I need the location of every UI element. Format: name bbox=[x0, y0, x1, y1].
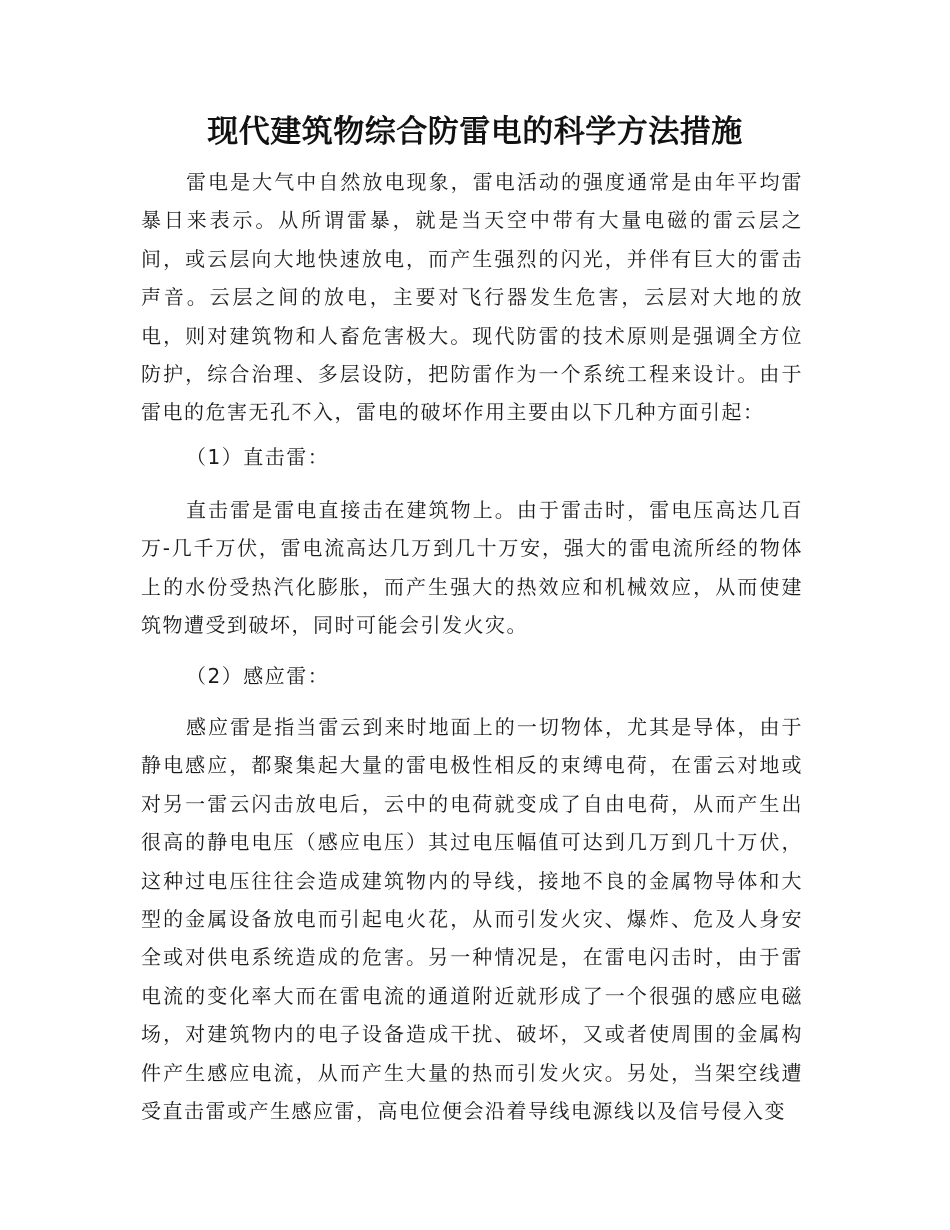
document-title: 现代建筑物综合防雷电的科学方法措施 bbox=[207, 114, 743, 150]
paragraph-intro: 雷电是大气中自然放电现象，雷电活动的强度通常是由年平均雷暴日来表示。从所谓雷暴，就是当天空中带有大量电磁的雷云层之间，或云层向大地快速放电，而产生强烈的闪光，并伴有巨大的雷击声音。云层之间的放电，主要对飞行器发生危害，云层对大地的放电，则对建筑物和人畜危害极大。现代防雷的技术原则是强调全方位防护，综合治理、多层设防，把防雷作为一个系统工程来设计。由于雷电的危害无孔不入，雷电的破坏作用主要由以下几种方面引起： bbox=[141, 170, 803, 425]
paragraph-induced-lightning: 感应雷是指当雷云到来时地面上的一切物体，尤其是导体，由于静电感应，都聚集起大量的雷电极性相反的束缚电荷，在雷云对地或对另一雷云闪击放电后，云中的电荷就变成了自由电荷，从而产生出很高的静电电压（感应电压）其过电压幅值可达到几万到几十万伏，这种过电压往往会造成建筑物内的导线，接地不良的金属物导体和大型的金属设备放电而引起电火花，从而引发火灾、爆炸、危及人身安全或对供电系统造成的危害。另一种情况是，在雷电闪击时，由于雷电流的变化率大而在雷电流的通道附近就形成了一个很强的感应电磁场，对建筑物内的电子设备造成干扰、破坏，又或者使周围的金属构件产生感应电流，从而产生大量的热而引发火灾。另处，当架空线遭受直击雷或产生感应雷，高电位便会沿着导线电源线以及信号侵入变 bbox=[141, 715, 803, 1124]
section-heading-direct-lightning: （1）直击雷： bbox=[186, 445, 330, 469]
section-heading-induced-lightning: （2）感应雷： bbox=[186, 664, 330, 688]
paragraph-direct-lightning: 直击雷是雷电直接击在建筑物上。由于雷击时，雷电压高达几百万-几千万伏，雷电流高达几万到几十万安，强大的雷电流所经的物体上的水份受热汽化膨胀，而产生强大的热效应和机械效应，从而使建筑物遭受到破坏，同时可能会引发火灾。 bbox=[141, 498, 803, 638]
